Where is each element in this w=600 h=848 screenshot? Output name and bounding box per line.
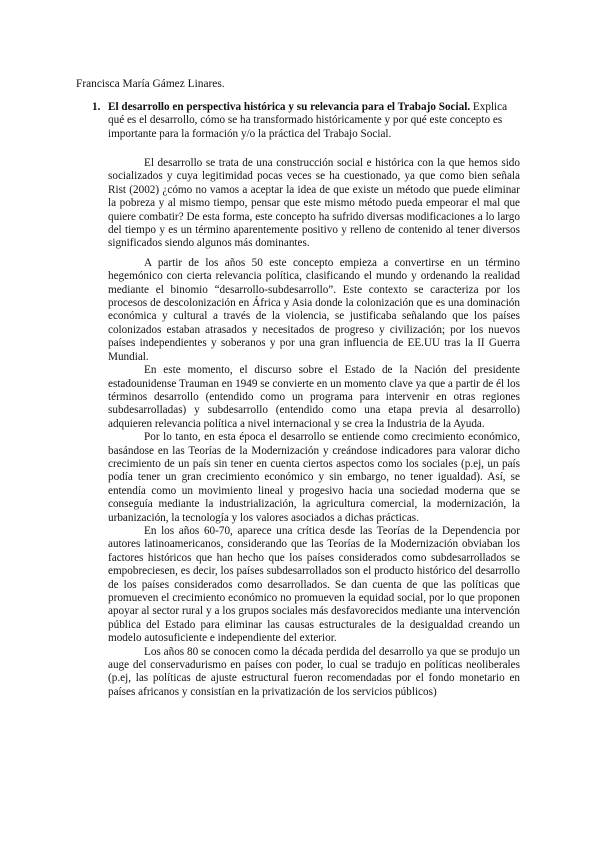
paragraph-5: En los años 60-70, aparece una crítica desde las Teorías de la Dependencia por autores latinoamericanos, considerando que las Teorías de la Modernización obviaban los factores históricos que han hecho que los países considerados como subdesarrollados se empobreciesen, es decir, los países subdesarrollados son el producto histórico del desarrollo de los países considerados como desarrollados. Se dan cuenta de que las políticas que promueven el crecimiento económico no promueven la equidad social, por lo que proponen apoyar al sector rural y a los grupos sociales más desfavorecidos mediante una intervención pública del Estado para eliminar las causas estructurales de la desigualdad creando un modelo autosuficiente e independiente del exterior.	[108, 524, 520, 645]
question-prompt: Explica qué es el desarrollo, cómo se ha transformado históricamente y por qué este concepto es importante para la formación y/o la práctica del Trabajo Social.	[108, 101, 508, 140]
question-block	[92, 101, 524, 141]
question-title: El desarrollo en perspectiva histórica y su relevancia para el Trabajo Social.	[108, 101, 471, 113]
essay-body	[108, 157, 520, 699]
paragraph-6: Los años 80 se conocen como la década perdida del desarrollo ya que se produjo un auge del conservadurismo en países con poder, lo cual se tradujo en políticas neoliberales (p.ej, las políticas de ajuste estructural fueron recomendadas por el fondo monetario en países africanos y consistían en la privatización de los servicios públicos)	[108, 645, 520, 698]
paragraph-1: El desarrollo se trata de una construcción social e histórica con la que hemos sido socializados y cuya legitimidad pocas veces se ha cuestionado, ya que como bien señala Rist (2002) ¿cómo no vamos a aceptar la idea de que existe un método que puede eliminar la pobreza y al mismo tiempo, pensar que este mismo método pueda empeorar el mal que quiere combatir? De esta forma, este concepto ha sufrido diversas modificaciones a lo largo del tiempo y es un término aparentemente positivo y relleno de contenido al tener diversos significados siendo algunos más dominantes.	[108, 157, 520, 250]
paragraph-2: A partir de los años 50 este concepto empieza a convertirse en un término hegemónico con cierta relevancia política, clasificando el mundo y ordenando la realidad mediante el binomio “desarrollo-subdesarrollo”. Este contexto se caracteriza por los procesos de descolonización en África y Asia donde la colonización que es una dominación económica y cultural a través de la violencia, se justificaba señalando que los países colonizados estaban atrasados y necesitados de progreso y civilización; por los nuevos países independientes y soberanos y por una gran influencia de EE.UU tras la II Guerra Mundial.	[108, 256, 520, 363]
paragraph-4: Por lo tanto, en esta época el desarrollo se entiende como crecimiento económico, basándose en las Teorías de la Modernización y creándose indicadores para valorar dicho crecimiento de un país sin tener en cuenta ciertos aspectos como los sociales (p.ej, un país podía tener un gran crecimiento económico y sin embargo, no tener igualdad). Así, se entendía como un movimiento lineal y progesivo hacia una sociedad moderna que se conseguía mediante la industrialización, la agricultura comercial, la modernización, la urbanización, la tecnología y los valores asociados a dichas prácticas.	[108, 431, 520, 524]
question-text-block	[108, 101, 524, 141]
question-number: 1.	[92, 101, 101, 113]
paragraph-3: En este momento, el discurso sobre el Estado de la Nación del presidente estadounidense Trauman en 1949 se convierte en un momento clave ya que a partir de él los términos desarrollo (entendido como un programa para intervenir en otras regiones subdesarrolladas) y subdesarrollo (entendido como una etapa previa al desarrollo) adquieren relevancia política a nivel internacional y se crea la Industria de la Ayuda.	[108, 364, 520, 430]
author-name: Francisca María Gámez Linares.	[76, 78, 225, 90]
